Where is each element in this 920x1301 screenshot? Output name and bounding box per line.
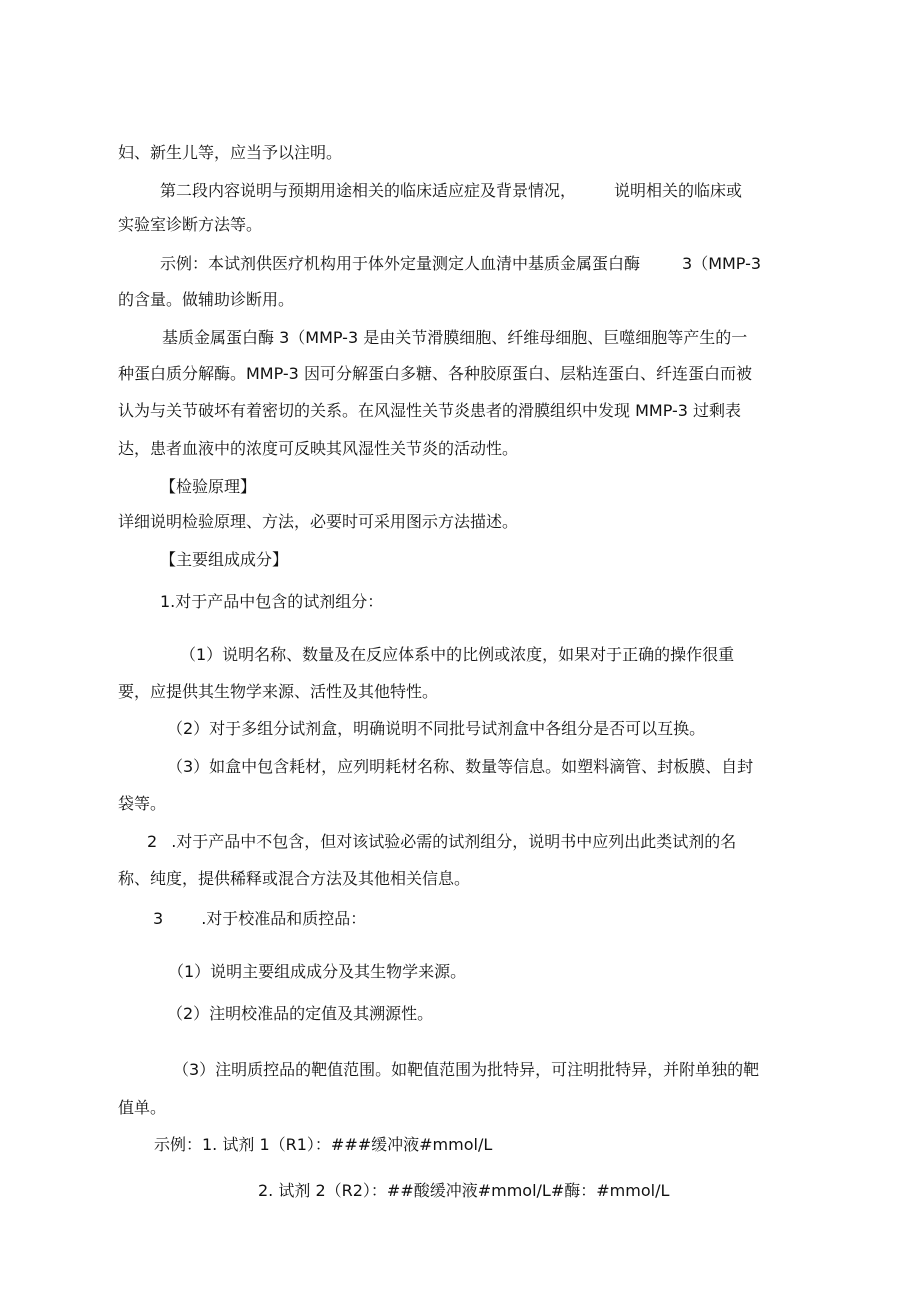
numbered-item-2 [147,832,736,852]
text-line-8: 认为与关节破坏有着密切的关系。在风湿性关节炎患者的滑膜组织中发现 MMP-3 过剩表 [118,401,742,420]
text-line-2 [160,181,742,201]
section-heading-principle: 【检验原理】 [160,477,257,496]
numbered-item-2-text: .对于产品中不包含，但对该试验必需的试剂组分，说明书中应列出此类试剂的名 [171,832,737,851]
numbered-item-2-number: 2 [147,832,158,851]
subitem-3-3: （3）注明质控品的靶值范围。如靶值范围为批特异，可注明批特异，并附单独的靶 [173,1060,760,1079]
text-line-7: 种蛋白质分解酶。MMP-3 因可分解蛋白多糖、各种胶原蛋白、层粘连蛋白、纤连蛋白而被 [118,364,752,383]
subitem-1-3-continued: 袋等。 [118,794,167,813]
numbered-item-1: 1.对于产品中包含的试剂组分： [160,592,384,611]
numbered-item-3-number: 3 [153,909,164,928]
subitem-3-3-continued: 值单。 [118,1098,167,1117]
example-line-1: 示例：1. 试剂 1（R1）：###缓冲液#mmol/L [154,1135,493,1154]
numbered-item-3 [153,909,366,929]
numbered-item-2-continued: 称、纯度，提供稀释或混合方法及其他相关信息。 [118,869,471,888]
subitem-1-1-continued: 要，应提供其生物学来源、活性及其他特性。 [118,682,439,701]
text-line-5: 的含量。做辅助诊断用。 [118,290,295,309]
text-line-4-part-2: 3（MMP-3 [682,254,762,273]
subitem-3-1: （1）说明主要组成成分及其生物学来源。 [168,962,467,981]
text-line-4-part-1: 示例：本试剂供医疗机构用于体外定量测定人血清中基质金属蛋白酶 [160,254,641,273]
subitem-1-2: （2）对于多组分试剂盒，明确说明不同批号试剂盒中各组分是否可以互换。 [167,719,706,738]
section-heading-components: 【主要组成成分】 [160,550,289,569]
subitem-1-1: （1）说明名称、数量及在反应体系中的比例或浓度，如果对于正确的操作很重 [180,645,735,664]
text-line-2-part-1: 第二段内容说明与预期用途相关的临床适应症及背景情况， [160,181,577,200]
text-line-6: 基质金属蛋白酶 3（MMP-3 是由关节滑膜细胞、纤维母细胞、巨噬细胞等产生的一 [162,328,748,347]
text-line-4 [160,254,761,274]
text-line-2-part-2: 说明相关的临床或 [614,181,743,200]
text-line-1: 妇、新生儿等，应当予以注明。 [118,143,343,162]
numbered-item-3-text: .对于校准品和质控品： [201,909,367,928]
text-line-3: 实验室诊断方法等。 [118,215,263,234]
text-line-10: 详细说明检验原理、方法，必要时可采用图示方法描述。 [118,512,519,531]
subitem-3-2: （2）注明校准品的定值及其溯源性。 [167,1004,434,1023]
subitem-1-3: （3）如盒中包含耗材，应列明耗材名称、数量等信息。如塑料滴管、封板膜、自封 [167,757,754,776]
text-line-9: 达，患者血液中的浓度可反映其风湿性关节炎的活动性。 [118,439,519,458]
example-line-2: 2. 试剂 2（R2）：##酸缓冲液#mmol/L#酶：#mmol/L [258,1181,670,1200]
